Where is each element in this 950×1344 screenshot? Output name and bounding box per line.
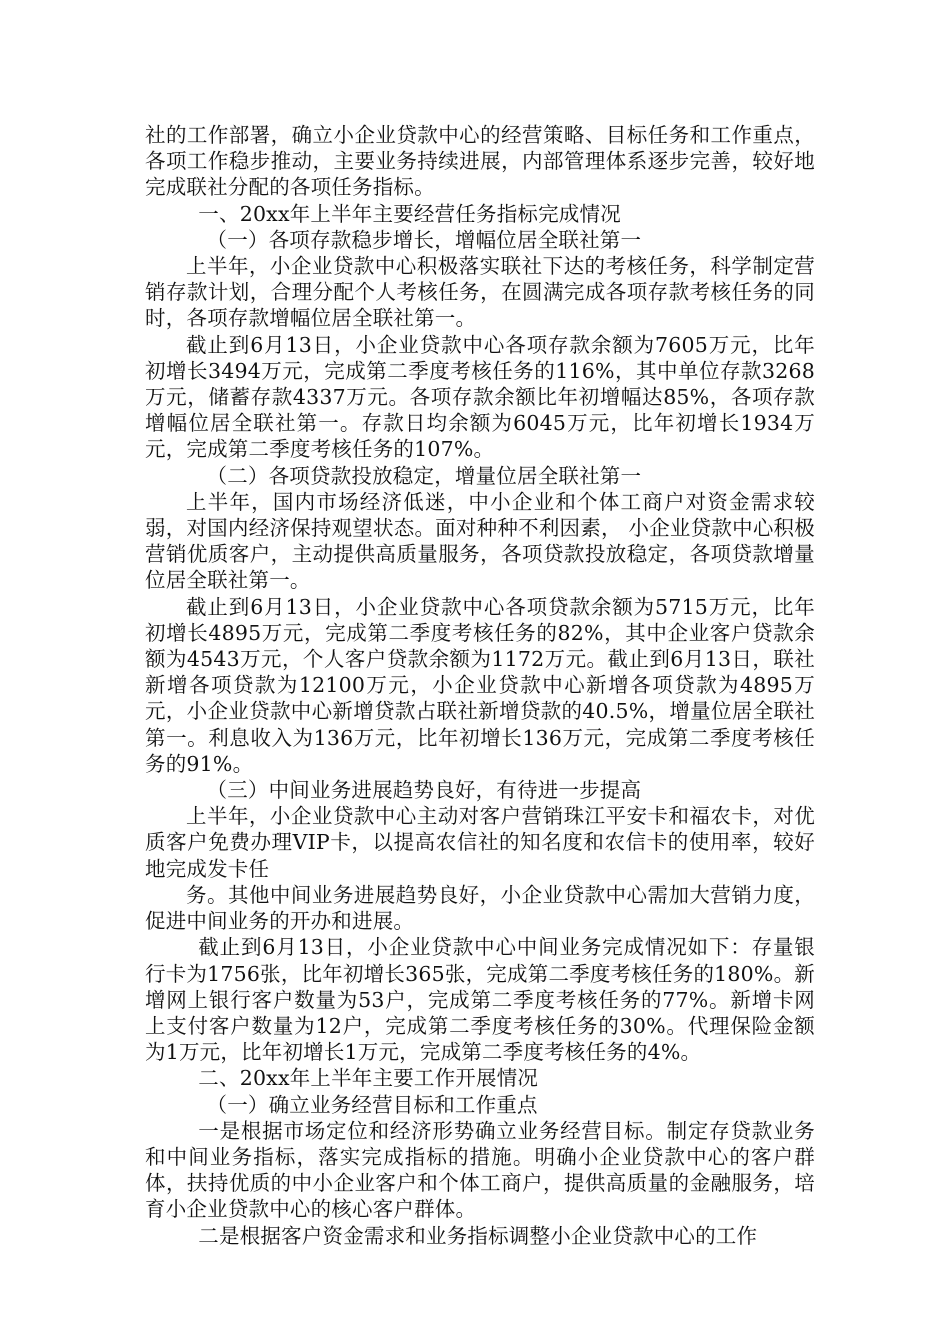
paragraph-targets-first: 一是根据市场定位和经济形势确立业务经营目标。制定存贷款业务和中间业务指标，落实完成指标的措施。明确小企业贷款中心的客户群体，扶持优质的中小企业客户和个体工商户，提供高质量的金融服务，培育小企业贷款中心的核心客户群体。 [145, 1118, 815, 1222]
paragraph-intermediary-figures: 截止到6月13日，小企业贷款中心中间业务完成情况如下：存量银行卡为1756张，比年初增长365张，完成第二季度考核任务的180%。新增网上银行客户数量为53户，完成第二季度考核任务的77%。新增卡网上支付客户数量为12户，完成第二季度考核任务的30%。代理保险金额为1万元，比年初增长1万元，完成第二季度考核任务的4%。 [145, 935, 815, 1065]
paragraph-targets-second: 二是根据客户资金需求和业务指标调整小企业贷款中心的工作 [198, 1223, 758, 1248]
section-heading-2: 二、20xx年上半年主要工作开展情况 [198, 1066, 539, 1091]
document-body [145, 122, 815, 1249]
paragraph-intermediary-cont: 务。其他中间业务进展趋势良好，小企业贷款中心需加大营销力度，促进中间业务的开办和进展。 [145, 882, 815, 934]
paragraph-deposits-figures: 截止到6月13日，小企业贷款中心各项存款余额为7605万元，比年初增长3494万元，完成第二季度考核任务的116%，其中单位存款3268万元，储蓄存款4337万元。各项存款余额比年初增幅达85%，各项存款增幅位居全联社第一。存款日均余额为6045万元，比年初增长1934万元，完成第二季度考核任务的107%。 [145, 332, 815, 462]
paragraph-loans-figures: 截止到6月13日，小企业贷款中心各项贷款余额为5715万元，比年初增长4895万元，完成第二季度考核任务的82%，其中企业客户贷款余额为4543万元，个人客户贷款余额为1172万元。截止到6月13日，联社新增各项贷款为12100万元，小企业贷款中心新增各项贷款为4895万元，小企业贷款中心新增贷款占联社新增贷款的40.5%，增量位居全联社第一。利息收入为136万元，比年初增长136万元，完成第二季度考核任务的91%。 [145, 594, 815, 776]
section-heading-1: 一、20xx年上半年主要经营任务指标完成情况 [198, 201, 621, 226]
subheading-intermediary: （三）中间业务进展趋势良好，有待进一步提高 [206, 778, 642, 803]
subheading-loans: （二）各项贷款投放稳定，增量位居全联社第一 [206, 463, 642, 488]
subheading-deposits: （一）各项存款稳步增长，增幅位居全联社第一 [206, 227, 642, 252]
paragraph-continuation: 社的工作部署，确立小企业贷款中心的经营策略、目标任务和工作重点，各项工作稳步推动，主要业务持续进展，内部管理体系逐步完善，较好地完成联社分配的各项任务指标。 [145, 123, 815, 200]
paragraph-deposits-intro: 上半年，小企业贷款中心积极落实联社下达的考核任务，科学制定营销存款计划，合理分配个人考核任务，在圆满完成各项存款考核任务的同时，各项存款增幅位居全联社第一。 [145, 254, 815, 331]
paragraph-intermediary-intro: 上半年，小企业贷款中心主动对客户营销珠江平安卡和福农卡，对优质客户免费办理VIP卡，以提高农信社的知名度和农信卡的使用率，较好地完成发卡任 [145, 804, 815, 881]
paragraph-loans-intro: 上半年，国内市场经济低迷，中小企业和个体工商户对资金需求较弱，对国内经济保持观望状态。面对种种不利因素， 小企业贷款中心积极营销优质客户，主动提供高质量服务，各项贷款投放稳定，各项贷款增量位居全联社第一。 [145, 489, 815, 593]
subheading-targets: （一）确立业务经营目标和工作重点 [206, 1092, 538, 1117]
